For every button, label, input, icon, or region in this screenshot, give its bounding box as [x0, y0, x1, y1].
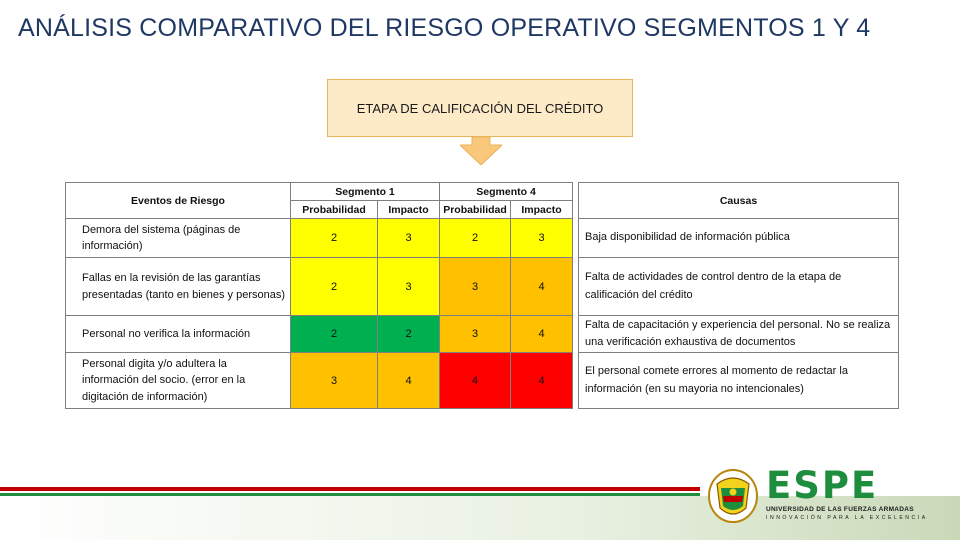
header-s1-probability: Probabilidad — [291, 201, 378, 219]
s1-probability-cell: 2 — [291, 316, 378, 353]
s4-impact-cell: 3 — [511, 219, 573, 258]
risk-cause: El personal comete errores al momento de redactar la información (en su mayoria no intencionales) — [579, 353, 899, 409]
header-s4-impact: Impacto — [511, 201, 573, 219]
header-causes: Causas — [579, 183, 899, 219]
header-s4-probability: Probabilidad — [440, 201, 511, 219]
footer-red-line — [0, 487, 700, 491]
s4-impact-cell: 4 — [511, 258, 573, 316]
s1-probability-cell: 2 — [291, 219, 378, 258]
risk-cause: Baja disponibilidad de información pública — [579, 219, 899, 258]
university-name: UNIVERSIDAD DE LAS FUERZAS ARMADAS — [766, 506, 914, 513]
risk-event: Fallas en la revisión de las garantías presentadas (tanto en bienes y personas) — [66, 258, 291, 316]
s4-probability-cell: 3 — [440, 316, 511, 353]
s4-probability-cell: 3 — [440, 258, 511, 316]
risk-table — [65, 182, 899, 409]
risk-event: Personal no verifica la información — [66, 316, 291, 353]
s1-impact-cell: 4 — [378, 353, 440, 409]
table-row — [66, 316, 899, 353]
risk-event: Personal digita y/o adultera la información del socio. (error en la digitación de información) — [66, 353, 291, 409]
s1-probability-cell: 3 — [291, 353, 378, 409]
university-seal-icon — [706, 468, 760, 524]
table-row — [66, 353, 899, 409]
footer-green-line — [0, 493, 700, 496]
table-row — [66, 258, 899, 316]
s4-probability-cell: 4 — [440, 353, 511, 409]
header-segment-1: Segmento 1 — [291, 183, 440, 201]
risk-event: Demora del sistema (páginas de información) — [66, 219, 291, 258]
s4-impact-cell: 4 — [511, 353, 573, 409]
stage-label: ETAPA DE CALIFICACIÓN DEL CRÉDITO — [356, 100, 604, 116]
university-motto: INNOVACIÓN PARA LA EXCELENCIA — [766, 515, 928, 521]
s1-impact-cell: 3 — [378, 258, 440, 316]
s4-probability-cell: 2 — [440, 219, 511, 258]
s1-impact-cell: 3 — [378, 219, 440, 258]
risk-cause: Falta de capacitación y experiencia del personal. No se realiza una verificación exhaustiva de documentos — [579, 316, 899, 353]
header-events: Eventos de Riesgo — [66, 183, 291, 219]
s4-impact-cell: 4 — [511, 316, 573, 353]
header-s1-impact: Impacto — [378, 201, 440, 219]
s1-probability-cell: 2 — [291, 258, 378, 316]
table-row — [66, 219, 899, 258]
stage-label-box — [327, 79, 633, 137]
slide-title: ANÁLISIS COMPARATIVO DEL RIESGO OPERATIVO SEGMENTOS 1 Y 4 — [18, 14, 871, 42]
espe-logo — [706, 466, 946, 526]
risk-cause: Falta de actividades de control dentro de la etapa de calificación del crédito — [579, 258, 899, 316]
s1-impact-cell: 2 — [378, 316, 440, 353]
header-segment-4: Segmento 4 — [440, 183, 573, 201]
espe-wordmark: ESPE — [766, 464, 879, 507]
down-arrow-icon — [460, 137, 502, 165]
